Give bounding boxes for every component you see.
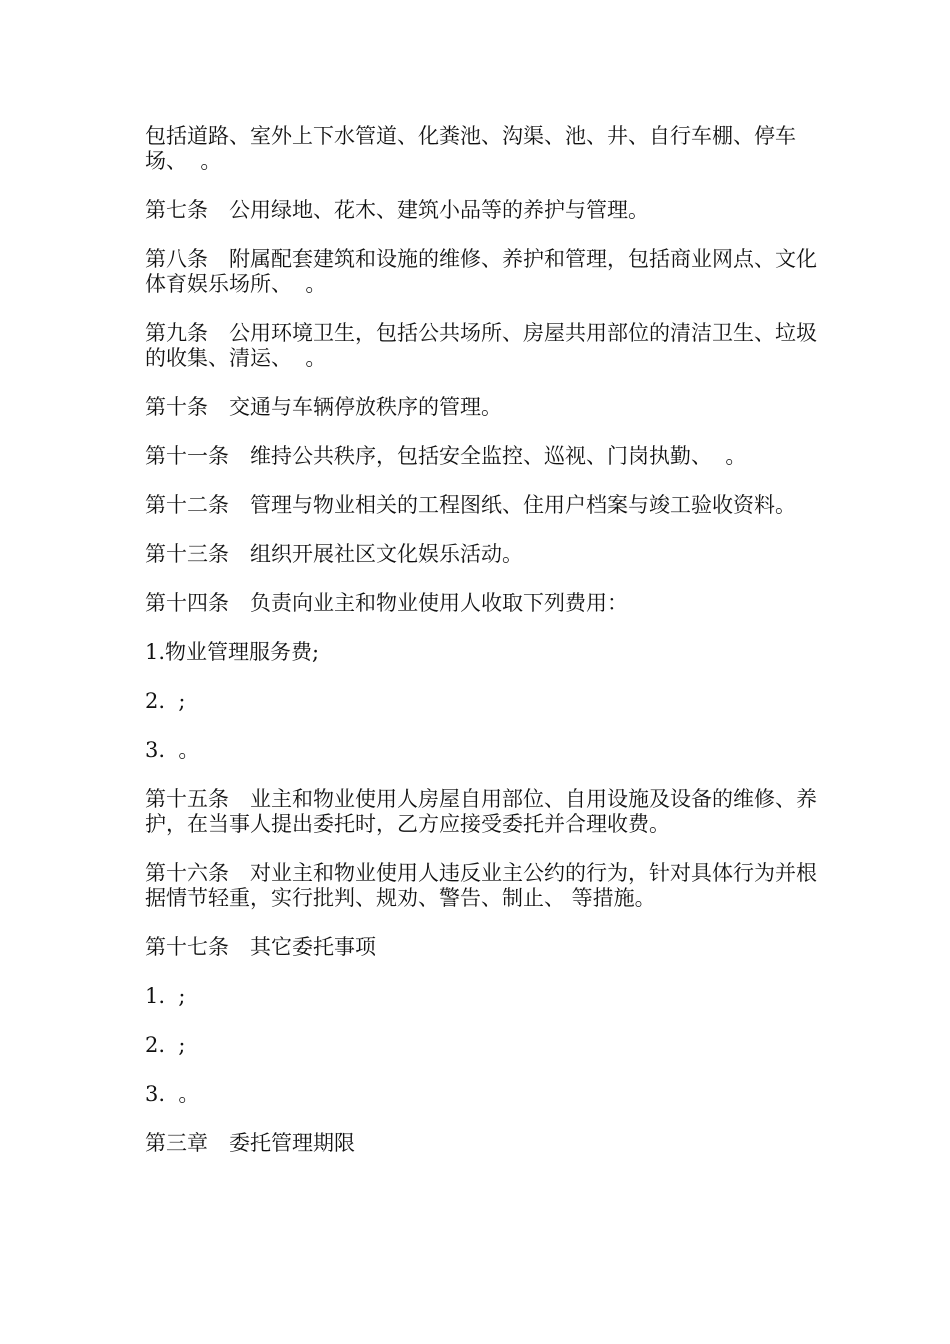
list-item: 2. ; xyxy=(145,1033,186,1057)
article-9: 第九条 公用环境卫生，包括公共场所、房屋共用部位的清洁卫生、垃圾的收集、清运、 。 xyxy=(145,321,817,370)
article-16: 第十六条 对业主和物业使用人违反业主公约的行为，针对具体行为并根据情节轻重，实行批判、规劝、警告、制止、 等措施。 xyxy=(145,861,817,910)
article-7: 第七条 公用绿地、花木、建筑小品等的养护与管理。 xyxy=(145,198,649,222)
article-12: 第十二条 管理与物业相关的工程图纸、住用户档案与竣工验收资料。 xyxy=(145,493,796,517)
article-13: 第十三条 组织开展社区文化娱乐活动。 xyxy=(145,542,523,566)
article-17: 第十七条 其它委托事项 xyxy=(145,935,376,959)
list-item: 2. ; xyxy=(145,689,186,713)
document-body xyxy=(145,124,835,1180)
chapter-heading: 第三章 委托管理期限 xyxy=(145,1131,355,1155)
article-15: 第十五条 业主和物业使用人房屋自用部位、自用设施及设备的维修、养护，在当事人提出委托时，乙方应接受委托并合理收费。 xyxy=(145,787,817,836)
paragraph-facilities: 包括道路、室外上下水管道、化粪池、沟渠、池、井、自行车棚、停车场、 。 xyxy=(145,124,796,173)
list-item: 3. 。 xyxy=(145,1082,200,1106)
list-item: 1. ; xyxy=(145,984,186,1008)
list-item: 1.物业管理服务费; xyxy=(145,640,320,664)
article-11: 第十一条 维持公共秩序，包括安全监控、巡视、门岗执勤、 。 xyxy=(145,444,747,468)
article-14: 第十四条 负责向业主和物业使用人收取下列费用： xyxy=(145,591,628,615)
article-8: 第八条 附属配套建筑和设施的维修、养护和管理，包括商业网点、文化体育娱乐场所、 。 xyxy=(145,247,817,296)
article-10: 第十条 交通与车辆停放秩序的管理。 xyxy=(145,395,502,419)
list-item: 3. 。 xyxy=(145,738,200,762)
